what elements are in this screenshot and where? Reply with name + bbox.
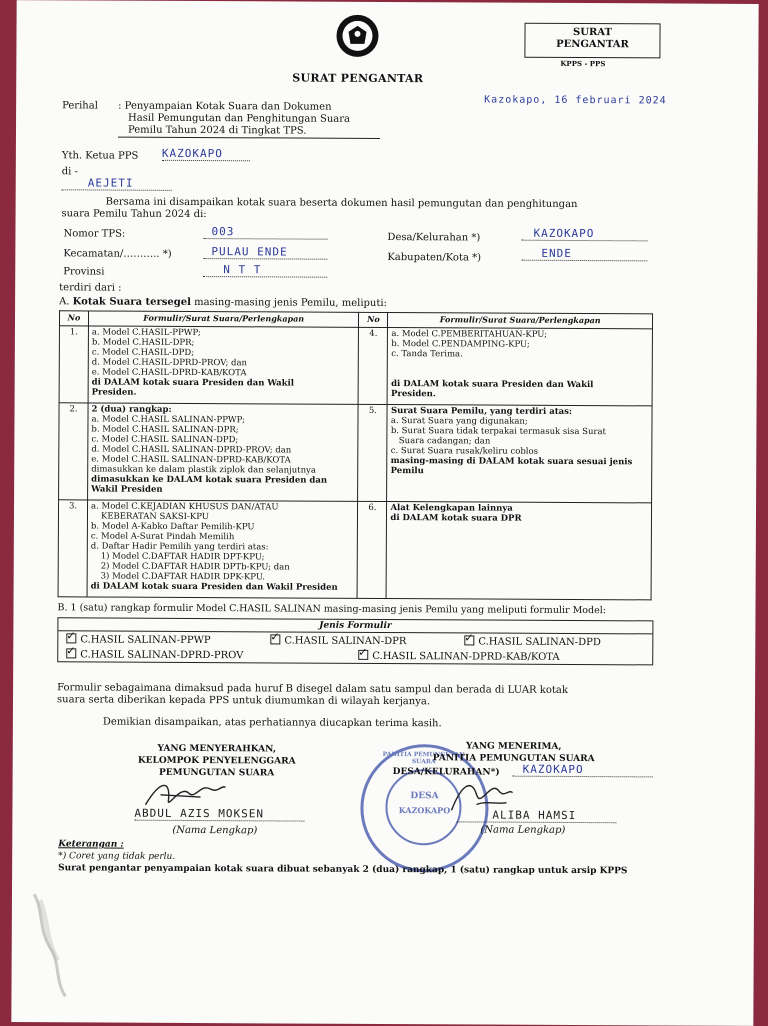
stamp-text: DESA xyxy=(410,791,439,802)
left-signer-caption: (Nama Lengkap) xyxy=(172,824,258,837)
cell-line: 3) Model C.DAFTAR HADIR DPK-KPU. xyxy=(100,571,265,583)
cell-line: Wakil Presiden xyxy=(91,484,163,495)
stamp-text: PANITIA PEMUNGUTAN SUARA xyxy=(382,750,465,766)
paper-smudge xyxy=(25,890,86,1000)
row-number: 1. xyxy=(59,326,88,403)
cell-line: b. Model C.HASIL SALINAN-DPR; xyxy=(91,424,239,436)
cell-line: 1) Model C.DAFTAR HADIR DPT-KPU; xyxy=(100,551,265,563)
cell-line: b. Model A-Kabko Daftar Pemilih-KPU xyxy=(90,521,255,533)
table-row xyxy=(59,403,652,503)
cell-line: a. Model C.PEMBERITAHUAN-KPU; xyxy=(391,329,548,340)
perihal-label: Perihal xyxy=(62,100,98,112)
intro xyxy=(62,196,672,223)
desa-value: KAZOKAPO xyxy=(521,227,647,242)
row-cell xyxy=(88,326,359,404)
cell-line: c. Model C.HASIL SALINAN-DPD; xyxy=(91,434,239,446)
checkbox-item[interactable] xyxy=(270,633,440,647)
left-signer-name: ABDUL AZIS MOKSEN xyxy=(134,807,304,822)
checkbox-checked-icon[interactable] xyxy=(66,633,76,643)
right-sign-place: KAZOKAPO xyxy=(513,763,653,778)
row-number: 5. xyxy=(358,404,388,501)
checkbox-label: C.HASIL SALINAN-PPWP xyxy=(80,634,211,647)
cell-line: dimasukkan ke DALAM kotak suara Presiden dan xyxy=(91,474,328,486)
kecamatan-value: PULAU ENDE xyxy=(203,245,327,260)
row-number: 2. xyxy=(59,403,89,500)
cell-line: di DALAM kotak suara Presiden dan Wakil xyxy=(391,379,594,391)
section-a-rest: masing-masing jenis Pemilu, meliputi: xyxy=(190,296,388,310)
section-a xyxy=(59,296,387,310)
kpu-logo xyxy=(334,12,380,62)
perihal-text xyxy=(118,101,380,139)
checkbox-checked-icon[interactable] xyxy=(270,634,280,644)
cell-line: KEBERATAN SAKSI-KPU xyxy=(100,511,210,523)
keterangan-line: Surat pengantar penyampaian kotak suara dibuat sebanyak 2 (dua) rangkap, 1 (satu) rangkap untuk arsip KPPS xyxy=(58,863,628,877)
cell-line: c. Model C.HASIL-DPD; xyxy=(91,347,195,358)
desa-label: Desa/Kelurahan *) xyxy=(387,232,481,244)
sign-line: PANITIA PEMUNGUTAN SUARA xyxy=(432,753,595,765)
nomor-tps-label: Nomor TPS: xyxy=(63,228,126,240)
cell-line: e. Model C.HASIL-DPRD-KAB/KOTA xyxy=(91,367,247,379)
section-a-prefix: A. xyxy=(59,296,70,308)
intro-line: Bersama ini disampaikan kotak suara beserta dokumen hasil pemungutan dan penghitungan xyxy=(105,196,578,211)
cell-line: Presiden. xyxy=(391,389,436,400)
checkbox-item[interactable] xyxy=(66,632,246,646)
sign-line: KELOMPOK PENYELENGGARA xyxy=(137,755,296,767)
checkbox-label: C.HASIL SALINAN-DPD xyxy=(478,636,601,649)
right-signer-name: ALIBA HAMSI xyxy=(456,808,616,823)
jenis-header: Jenis Formulir xyxy=(58,618,652,634)
nomor-tps-value: 003 xyxy=(203,225,327,240)
cell-line: 2 (dua) rangkap: xyxy=(91,404,172,415)
right-signature-block xyxy=(409,740,619,765)
pps-name: KAZOKAPO xyxy=(162,147,250,161)
cell-line: b. Surat Suara tidak terpakai termasuk sisa Surat xyxy=(390,426,606,438)
keterangan xyxy=(58,838,627,877)
stamp-text: KAZOKAPO xyxy=(398,805,451,816)
intro-line: suara Pemilu Tahun 2024 di: xyxy=(61,208,207,221)
right-sign-desa: DESA/KELURAHAN*) xyxy=(392,767,500,778)
jenis-row xyxy=(58,646,652,664)
cell-line: b. Model C.HASIL-DPR; xyxy=(91,337,195,348)
jenis-formulir-box xyxy=(57,617,653,665)
checkbox-label: C.HASIL SALINAN-DPR xyxy=(284,635,407,648)
checkbox-item[interactable] xyxy=(464,634,601,648)
right-signer-caption: (Nama Lengkap) xyxy=(480,824,566,836)
doc-title: SURAT PENGANTAR xyxy=(292,71,424,86)
sign-line: YANG MENYERAHKAN, xyxy=(157,743,276,755)
cell-line: a. Model C.HASIL SALINAN-PPWP; xyxy=(91,414,245,426)
cell-line: a. Surat Suara yang digunakan; xyxy=(390,416,528,427)
keterangan-line: *) Coret yang tidak perlu. xyxy=(58,851,176,862)
kabupaten-label: Kabupaten/Kota *) xyxy=(387,252,482,264)
table-row xyxy=(58,500,651,600)
sign-line: PEMUNGUTAN SUARA xyxy=(158,767,275,779)
row-cell xyxy=(88,403,359,501)
row-cell xyxy=(87,500,358,598)
closing-thanks: Demikian disampaikan, atas perhatiannya diucapkan terima kasih. xyxy=(102,716,442,730)
document-page xyxy=(11,0,758,1026)
row-number: 6. xyxy=(357,501,387,598)
provinsi-value: N T T xyxy=(203,263,327,278)
box-code: KPPS - PPS xyxy=(560,58,606,69)
closing-line: Formulir sebagaimana dimaksud pada huruf B disegel dalam satu sampul dan berada di LUAR kotak xyxy=(57,682,568,696)
cell-line: Pemilu xyxy=(390,466,424,477)
cell-line: 2) Model C.DAFTAR HADIR DPTb-KPU; dan xyxy=(100,561,290,573)
table-row xyxy=(59,326,652,406)
col-formulir: Formulir/Surat Suara/Perlengkapan xyxy=(88,311,358,327)
checkbox-checked-icon[interactable] xyxy=(358,650,368,660)
box-subtitle: PENGANTAR xyxy=(556,38,629,51)
cell-line: dimasukkan ke dalam plastik ziplok dan selanjutnya xyxy=(91,464,316,476)
perihal-line: Hasil Pemungutan dan Penghitungan Suara xyxy=(128,112,351,125)
col-no: No xyxy=(359,312,388,327)
yth-label: Yth. Ketua PPS xyxy=(61,150,139,162)
header-box xyxy=(524,23,660,59)
perihal-line: Pemilu Tahun 2024 di Tingkat TPS. xyxy=(118,125,380,139)
checkbox-item[interactable] xyxy=(66,647,334,661)
checkbox-item[interactable] xyxy=(358,649,559,663)
closing-paragraph xyxy=(57,682,677,709)
checkbox-checked-icon[interactable] xyxy=(464,635,474,645)
cell-line: e. Model C.HASIL SALINAN-DPRD-KAB/KOTA xyxy=(91,454,291,466)
cell-line: c. Tanda Terima. xyxy=(391,349,463,360)
checkbox-label: C.HASIL SALINAN-DPRD-KAB/KOTA xyxy=(372,650,560,663)
di-label: di - xyxy=(61,166,78,178)
cell-line: Surat Suara Pemilu, yang terdiri atas: xyxy=(390,406,573,417)
cell-line: d. Model C.HASIL-DPRD-PROV; dan xyxy=(91,357,248,369)
kecamatan-label: Kecamatan/……….. *) xyxy=(63,248,172,260)
section-b: B. 1 (satu) rangkap formulir Model C.HASIL SALINAN masing-masing jenis Pemilu yang meliputi formulir Model: xyxy=(57,602,607,617)
di-value: AEJETI xyxy=(62,176,172,191)
cell-line: di DALAM kotak suara Presiden dan Wakil xyxy=(91,377,295,389)
col-no: No xyxy=(59,311,88,326)
row-number: 4. xyxy=(358,327,387,404)
cell-line: Suara cadangan; dan xyxy=(398,436,491,447)
row-cell xyxy=(387,405,652,503)
cell-line: d. Daftar Hadir Pemilih yang terdiri atas: xyxy=(90,541,269,553)
sign-line: YANG MENERIMA, xyxy=(465,741,562,752)
box-title: SURAT xyxy=(573,26,612,39)
col-formulir: Formulir/Surat Suara/Perlengkapan xyxy=(388,313,653,329)
cell-line: c. Model A-Surat Pindah Memilih xyxy=(90,531,235,543)
kabupaten-value: ENDE xyxy=(521,247,647,262)
place-date: Kazokapo, 16 februari 2024 xyxy=(484,94,667,107)
cell-line: Presiden. xyxy=(91,387,137,398)
cell-line: di DALAM kotak suara Presiden dan Wakil Presiden xyxy=(90,581,338,593)
row-cell xyxy=(386,502,651,600)
provinsi-label: Provinsi xyxy=(63,266,105,278)
checkbox-label: C.HASIL SALINAN-DPRD-PROV xyxy=(80,649,244,662)
terdiri-label: terdiri dari : xyxy=(59,282,122,294)
cell-line: di DALAM kotak suara DPR xyxy=(390,513,522,524)
closing-line: suara serta diberikan kepada PPS untuk diumumkan di wilayah kerjanya. xyxy=(56,694,431,708)
cell-line: a. Model C.KEJADIAN KHUSUS DAN/ATAU xyxy=(91,501,279,513)
cell-line: masing-masing di DALAM kotak suara sesuai jenis xyxy=(390,456,633,468)
cell-line: c. Surat Suara rusak/keliru coblos xyxy=(390,446,539,457)
cell-line: Alat Kelengkapan lainnya xyxy=(390,503,513,514)
perihal-line: : Penyampaian Kotak Suara dan Dokumen xyxy=(118,100,332,113)
cell-line: d. Model C.HASIL SALINAN-DPRD-PROV; dan xyxy=(91,444,292,456)
checkbox-checked-icon[interactable] xyxy=(66,648,76,658)
section-a-bold: Kotak Suara tersegel xyxy=(72,296,191,308)
row-number: 3. xyxy=(58,500,88,597)
keterangan-label: Keterangan : xyxy=(58,839,124,850)
row-cell xyxy=(387,328,652,406)
items-table xyxy=(58,310,653,600)
cell-line: b. Model C.PENDAMPING-KPU; xyxy=(391,339,530,350)
cell-line: a. Model C.HASIL-PPWP; xyxy=(91,327,201,339)
